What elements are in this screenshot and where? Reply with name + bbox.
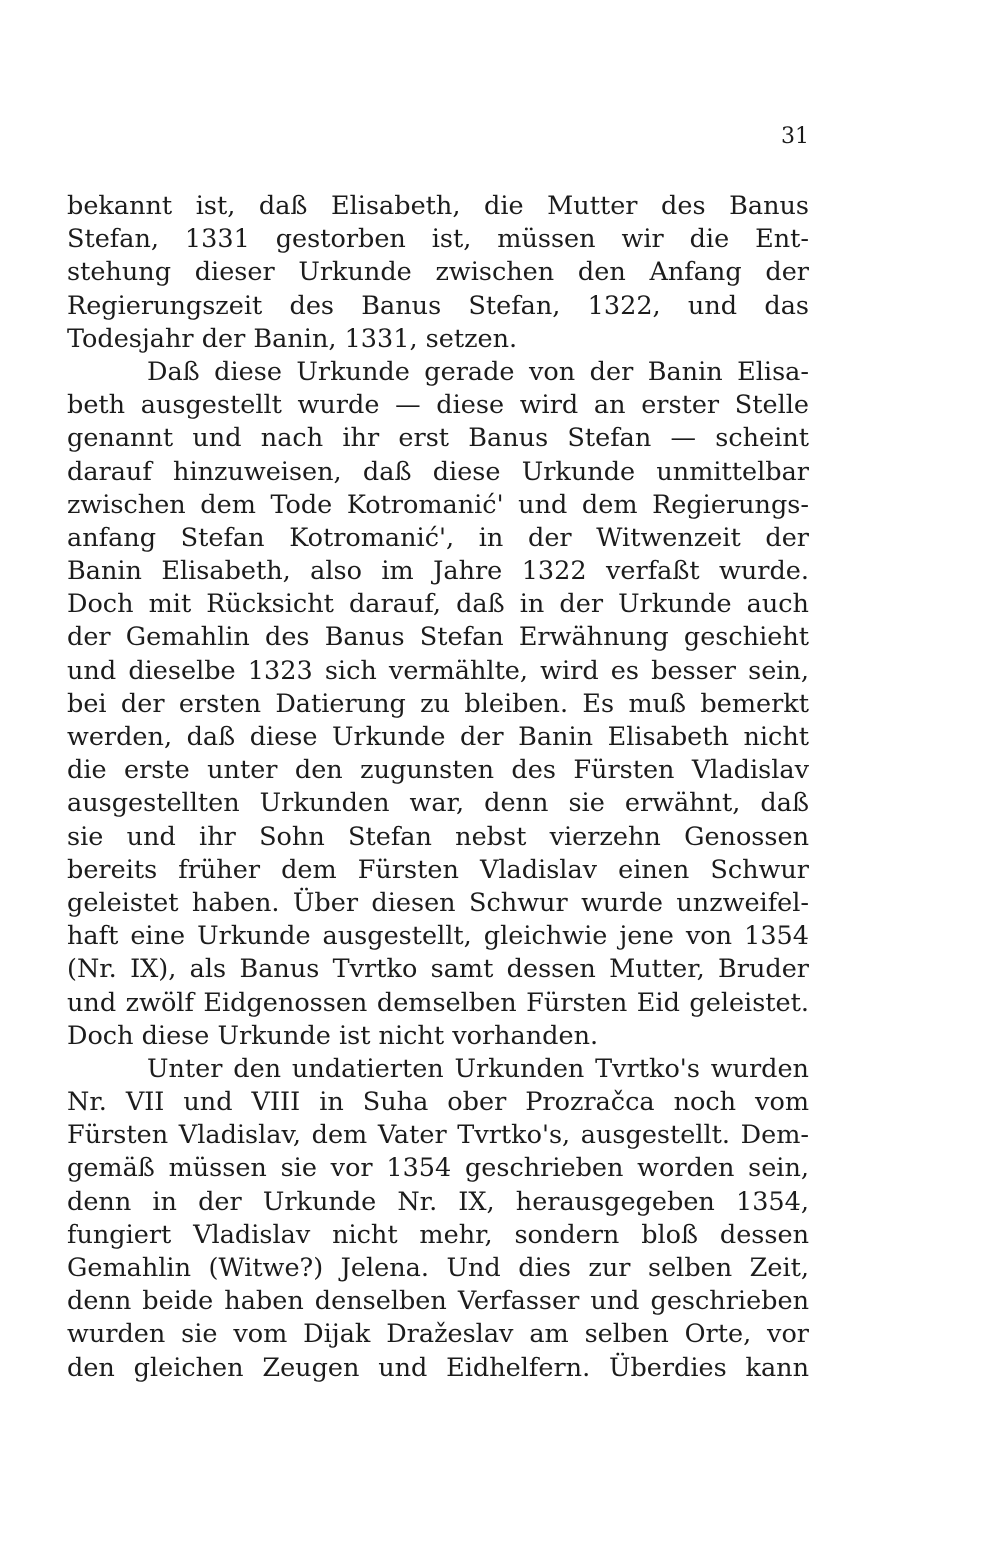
text-line: bereits früher dem Fürsten Vladislav einen Schwur — [67, 854, 809, 885]
text-line: und dieselbe 1323 sich vermählte, wird es besser sein, — [67, 655, 809, 686]
text-line: denn beide haben denselben Verfasser und geschrieben — [67, 1286, 809, 1317]
text-line: (Nr. IX), als Banus Tvrtko samt dessen Mutter, Bruder — [67, 954, 809, 985]
text-line: Gemahlin (Witwe?) Jelena. Und dies zur selben Zeit, — [67, 1253, 809, 1283]
text-line: den gleichen Zeugen und Eidhelfern. Überdies kann — [67, 1352, 809, 1383]
text-line: Daß diese Urkunde gerade von der Banin Elisa- — [147, 356, 809, 387]
text-line: denn in der Urkunde Nr. IX, herausgegeben 1354, — [67, 1186, 809, 1217]
text-line: Nr. VII und VIII in Suha ober Prozračca noch vom — [67, 1087, 809, 1118]
text-line: anfang Stefan Kotromanić', in der Witwenzeit der — [67, 522, 809, 553]
text-line: bei der ersten Datierung zu bleiben. Es muß bemerkt — [67, 688, 809, 719]
text-line: Regierungszeit des Banus Stefan, 1322, und das — [67, 290, 809, 321]
text-line: Unter den undatierten Urkunden Tvrtko's wurden — [147, 1053, 809, 1084]
text-line: Todesjahr der Banin, 1331, setzen. — [67, 323, 518, 354]
text-line: der Gemahlin des Banus Stefan Erwähnung geschieht — [67, 622, 809, 653]
text-line: haft eine Urkunde ausgestellt, gleichwie jene von 1354 — [67, 921, 809, 952]
text-line: zwischen dem Tode Kotromanić' und dem Regierungs- — [67, 489, 809, 520]
text-line: Banin Elisabeth, also im Jahre 1322 verfaßt wurde. — [67, 556, 809, 587]
text-line: Stefan, 1331 gestorben ist, müssen wir die Ent- — [67, 224, 809, 255]
text-line: Fürsten Vladislav, dem Vater Tvrtko's, ausgestellt. Dem- — [67, 1120, 809, 1151]
text-line: wurden sie vom Dijak Dražeslav am selben Orte, vor — [67, 1319, 809, 1350]
text-line: Doch mit Rücksicht darauf, daß in der Urkunde auch — [67, 589, 809, 620]
text-line: bekannt ist, daß Elisabeth, die Mutter des Banus — [67, 191, 809, 221]
text-line: fungiert Vladislav nicht mehr, sondern bloß dessen — [67, 1219, 809, 1250]
text-line: werden, daß diese Urkunde der Banin Elisabeth nicht — [67, 722, 809, 752]
text-line: stehung dieser Urkunde zwischen den Anfang der — [67, 257, 809, 288]
text-line: gemäß müssen sie vor 1354 geschrieben worden sein, — [67, 1153, 809, 1184]
text-line: darauf hinzuweisen, daß diese Urkunde unmittelbar — [67, 456, 809, 487]
text-line: beth ausgestellt wurde — diese wird an erster Stelle — [67, 390, 809, 421]
body-text — [67, 190, 809, 1385]
text-line: geleistet haben. Über diesen Schwur wurde unzweifel- — [67, 887, 809, 918]
text-line: ausgestellten Urkunden war, denn sie erwähnt, daß — [67, 788, 809, 819]
text-line: und zwölf Eidgenossen demselben Fürsten Eid geleistet. — [67, 987, 809, 1018]
text-line: sie und ihr Sohn Stefan nebst vierzehn Genossen — [67, 821, 809, 852]
text-line: Doch diese Urkunde ist nicht vorhanden. — [67, 1020, 599, 1051]
text-line: genannt und nach ihr erst Banus Stefan — scheint — [67, 423, 809, 454]
text-line: die erste unter den zugunsten des Fürsten Vladislav — [67, 755, 809, 786]
page-number: 31 — [781, 124, 809, 149]
